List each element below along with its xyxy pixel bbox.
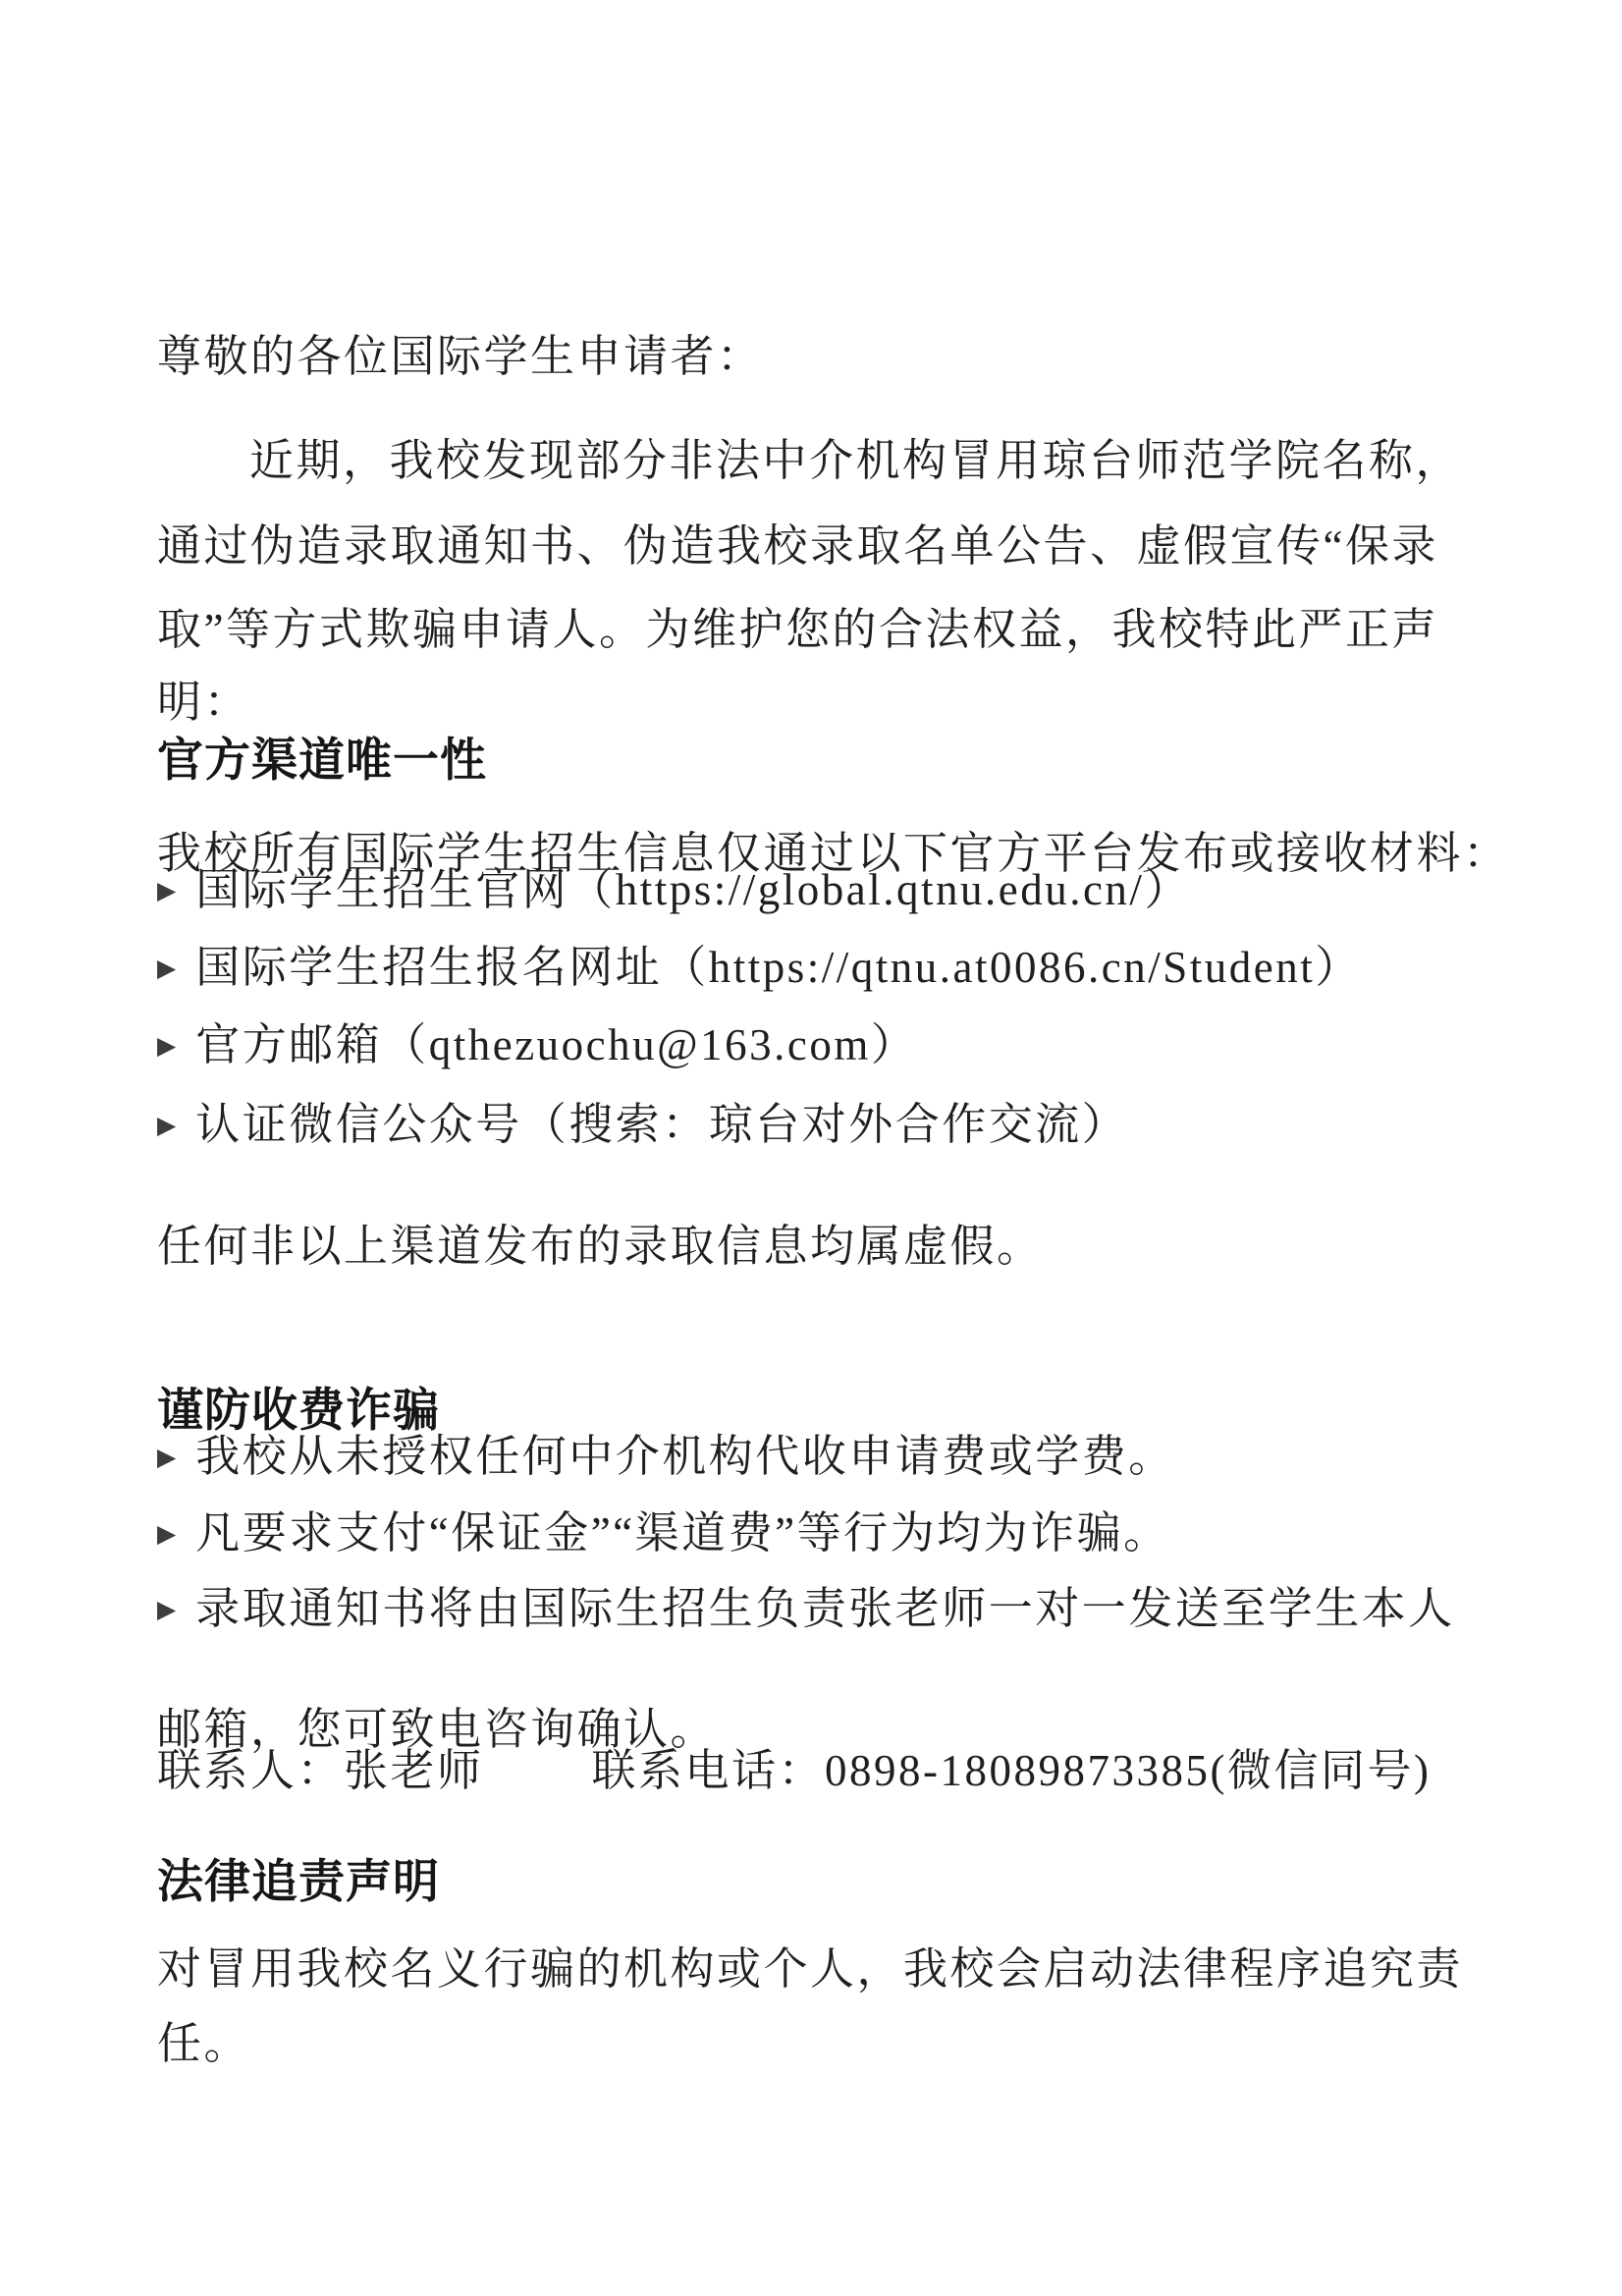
section-heading-fraud-prevention: 谨防收费诈骗 (157, 1384, 440, 1436)
contact-phone: 联系电话：0898-18089873385(微信同号) (591, 1746, 1432, 1795)
contact-line (157, 1743, 1563, 1798)
intro-line-2: 通过伪造录取通知书、伪造我校录取名单公告、虚假宣传“保录 (157, 521, 1438, 571)
admission-letter-item-continuation: 邮箱，您可致电咨询确认。 (157, 1705, 718, 1754)
list-item (157, 1017, 1563, 1072)
triangle-bullet-icon: ▶ (157, 875, 177, 904)
no-agency-fees-item: 我校从未授权任何中介机构代收申请费或学费。 (195, 1432, 1175, 1481)
contact-person: 联系人：张老师 (157, 1746, 484, 1795)
triangle-bullet-icon: ▶ (157, 1594, 177, 1623)
triangle-bullet-icon: ▶ (157, 1442, 177, 1471)
list-item (157, 1429, 1563, 1484)
list-item (157, 1505, 1563, 1560)
application-website-item: 国际学生招生报名网址（https://qtnu.at0086.cn/Student） (195, 943, 1362, 992)
deposit-scam-item: 凡要求支付“保证金”“渠道费”等行为均为诈骗。 (195, 1508, 1170, 1558)
official-email-item: 官方邮箱（qthezuochu@163.com） (195, 1020, 918, 1069)
admission-letter-item: 录取通知书将由国际生招生负责张老师一对一发送至学生本人 (195, 1584, 1455, 1633)
section-heading-official-channels: 官方渠道唯一性 (157, 734, 487, 786)
intro-line-1: 近期，我校发现部分非法中介机构冒用琼台师范学院名称， (249, 436, 1463, 485)
intro-line-4: 明： (157, 678, 251, 727)
list-item (157, 940, 1563, 995)
intro-line-3: 取”等方式欺骗申请人。为维护您的合法权益，我校特此严正声 (157, 605, 1438, 654)
list-item (157, 862, 1563, 917)
triangle-bullet-icon: ▶ (157, 1030, 177, 1060)
list-item (157, 1581, 1563, 1636)
salutation: 尊敬的各位国际学生申请者： (157, 332, 764, 381)
section-heading-legal: 法律追责声明 (157, 1855, 440, 1907)
legal-body-line-2: 任。 (157, 2019, 251, 2068)
triangle-bullet-icon: ▶ (157, 953, 177, 982)
official-channels-footer: 任何非以上渠道发布的录取信息均属虚假。 (157, 1222, 1044, 1271)
list-item (157, 1097, 1563, 1152)
official-channels-lead: 我校所有国际学生招生信息仅通过以下官方平台发布或接收材料： (157, 829, 1510, 878)
official-website-item: 国际学生招生官网（https://global.qtnu.edu.cn/） (195, 865, 1191, 914)
wechat-account-item: 认证微信公众号（搜索：琼台对外合作交流） (195, 1100, 1129, 1149)
triangle-bullet-icon: ▶ (157, 1110, 177, 1139)
triangle-bullet-icon: ▶ (157, 1518, 177, 1548)
legal-body-line-1: 对冒用我校名义行骗的机构或个人，我校会启动法律程序追究责 (157, 1944, 1464, 1994)
